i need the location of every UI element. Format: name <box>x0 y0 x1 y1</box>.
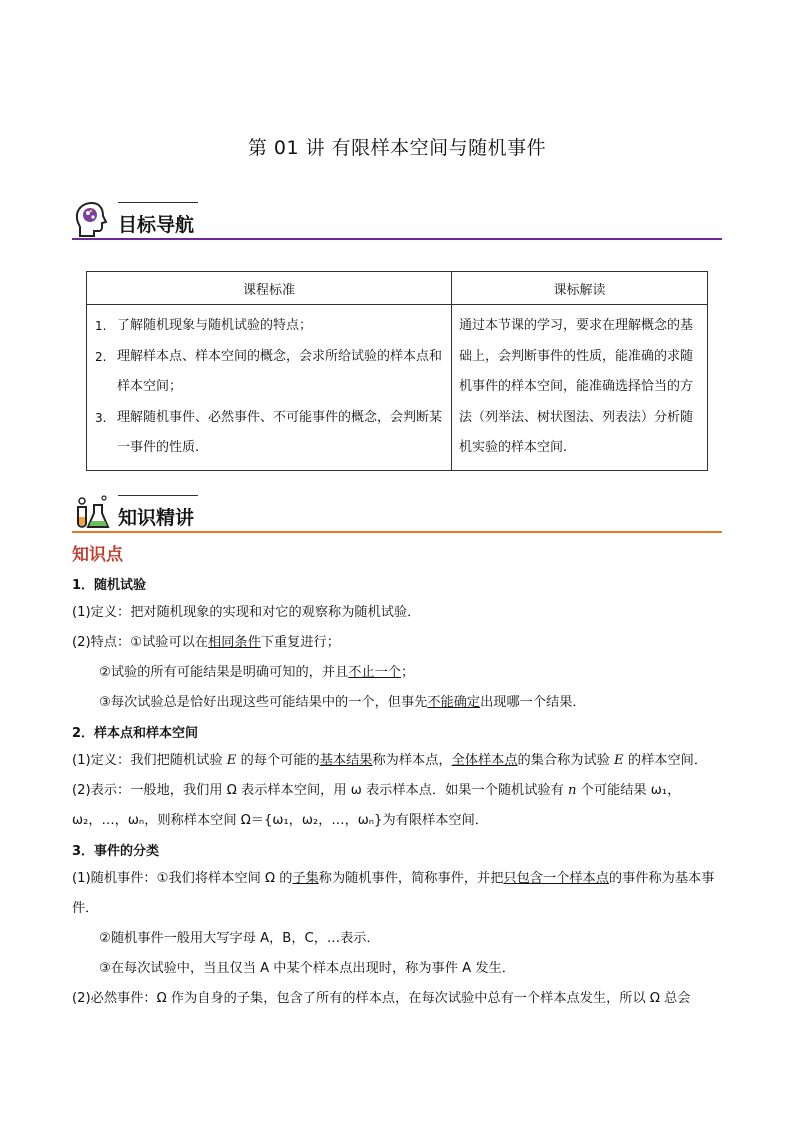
lab-flask-icon <box>72 493 112 533</box>
section-goal-label: 目标导航 <box>118 214 195 236</box>
paragraph: (1)随机事件：①我们将样本空间 Ω 的子集称为随机事件，简称事件，并把只包含一个样本点的事件称为基本事件． <box>72 871 715 916</box>
paragraph: ③在每次试验中，当且仅当 A 中某个样本点出现时，称为事件 A 发生． <box>99 961 515 976</box>
paragraph: (2)必然事件：Ω 作为自身的子集，包含了所有的样本点，在每次试验中总有一个样本点发生，所以 Ω 总会 <box>72 991 691 1006</box>
paragraph: (1)定义：我们把随机试验 E 的每个可能的基本结果称为样本点，全体样本点的集合称为试验 E 的样本空间． <box>72 753 708 768</box>
knowledge-content <box>72 540 724 1014</box>
brain-head-icon <box>72 200 112 240</box>
heading-sample-space: 2．样本点和样本空间 <box>72 726 199 741</box>
paragraph: ②试验的所有可能结果是明确可知的，并且不止一个； <box>99 665 415 680</box>
section-knowledge-label: 知识精讲 <box>118 507 195 529</box>
section-deco-line <box>118 495 198 496</box>
table-header-standard: 课程标准 <box>87 272 452 305</box>
section-goal-rule <box>72 238 722 240</box>
section-goal-header <box>72 200 722 252</box>
table-header-interpretation: 课标解读 <box>452 272 708 305</box>
knowledge-point-title: 知识点 <box>72 545 123 565</box>
heading-event-types: 3．事件的分类 <box>72 844 160 859</box>
standard-item: 3. 理解随机事件、必然事件、不可能事件的概念，会判断某一事件的性质. <box>95 409 443 455</box>
paragraph: ②随机事件一般用大写字母 A，B，C，…表示． <box>99 931 380 946</box>
standards-cell <box>87 305 452 471</box>
paragraph: ω₂，…，ωₙ，则称样本空间 Ω＝{ω₁，ω₂，…，ωₙ}为有限样本空间． <box>72 813 488 828</box>
standards-table <box>86 271 708 471</box>
interpretation-cell: 通过本节课的学习，要求在理解概念的基础上，会判断事件的性质，能准确的求随机事件的样本空间，能准确选择恰当的方法（列举法、树状图法、列表法）分析随机实验的样本空间. <box>452 305 708 471</box>
section-knowledge-rule <box>72 531 722 533</box>
paragraph: ③每次试验总是恰好出现这些可能结果中的一个，但事先不能确定出现哪一个结果． <box>99 695 586 710</box>
page-title: 第 01 讲 有限样本空间与随机事件 <box>247 137 547 159</box>
section-deco-line <box>118 202 198 203</box>
section-knowledge-header <box>72 493 722 545</box>
standard-item: 1. 了解随机现象与随机试验的特点； <box>95 318 313 333</box>
paragraph: (1)定义：把对随机现象的实现和对它的观察称为随机试验． <box>72 605 421 620</box>
paragraph: (2)特点：①试验可以在相同条件下重复进行； <box>72 635 340 650</box>
standard-item: 2. 理解样本点、样本空间的概念，会求所给试验的样本点和样本空间； <box>95 348 443 394</box>
heading-random-trial: 1．随机试验 <box>72 578 147 593</box>
paragraph: (2)表示：一般地，我们用 Ω 表示样本空间，用 ω 表示样本点．如果一个随机试验有 n 个可能结果 ω₁， <box>72 783 681 798</box>
